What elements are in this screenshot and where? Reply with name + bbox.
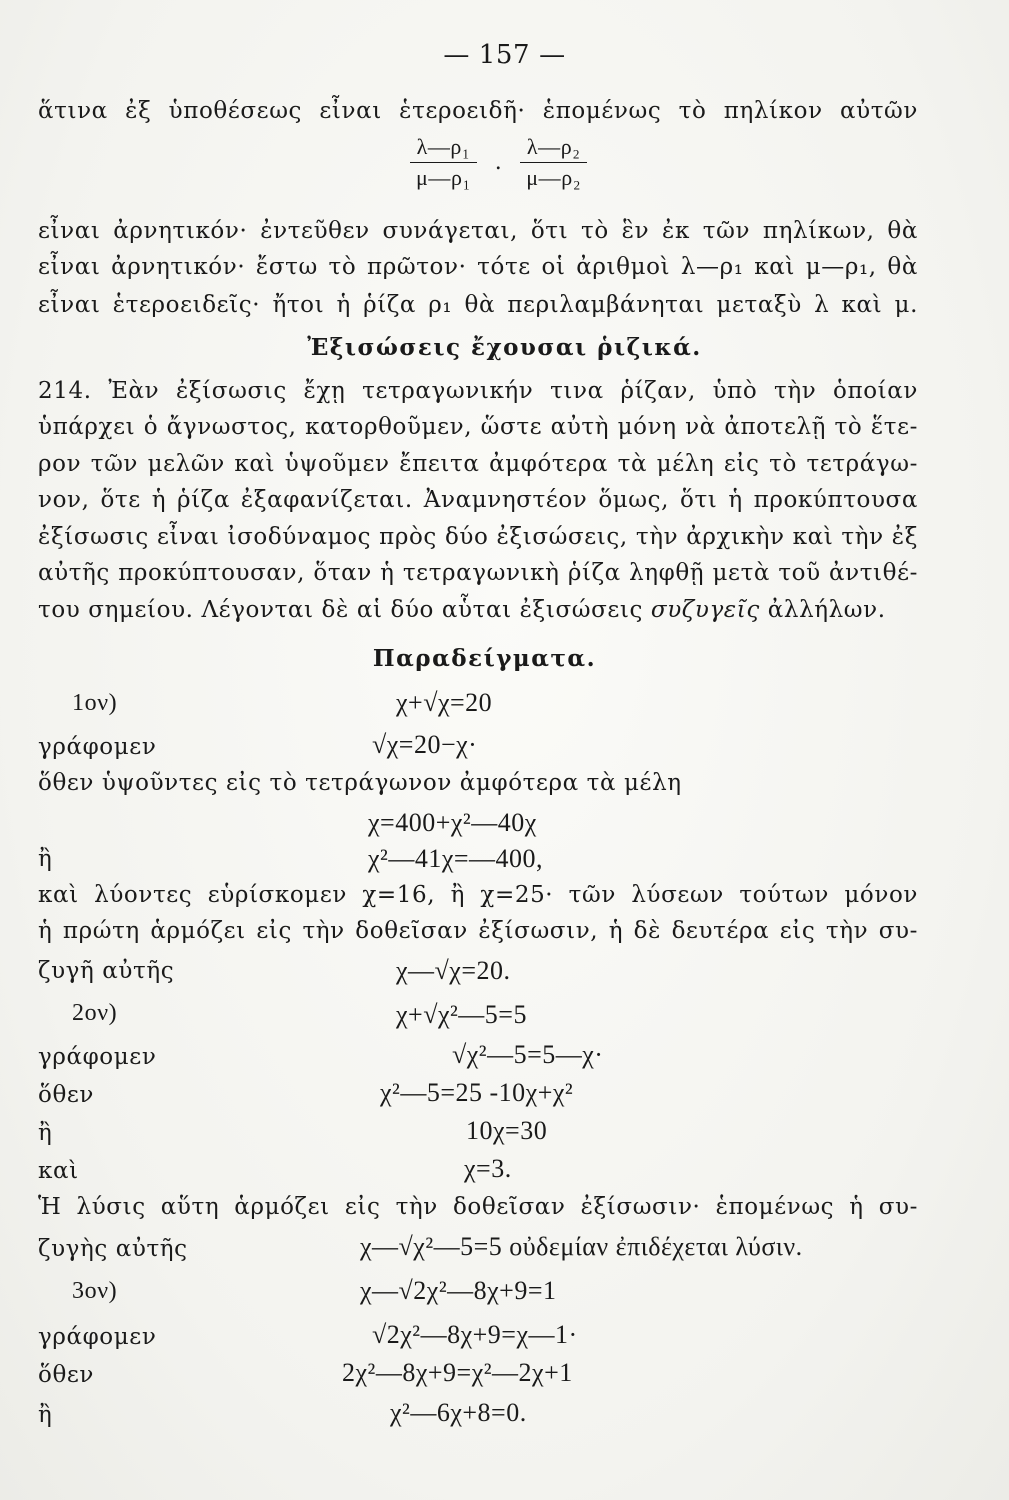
- text-line: 214. Ἐὰν ἐξίσωσις ἔχῃ τετραγωνικήν τινα ῥίζαν, ὑπὸ τὴν ὁποίαν: [38, 378, 918, 404]
- text-line: ἡ πρώτη ἁρμόζει εἰς τὴν δοθεῖσαν ἐξίσωσιν, ἡ δὲ δευτέρα εἰς τὴν συ-: [38, 918, 918, 944]
- text-word: καὶ: [38, 1158, 79, 1184]
- text-line: [38, 597, 886, 623]
- fraction-denominator: μ—ρ₂: [526, 165, 582, 190]
- text-word: ὅθεν: [38, 1082, 94, 1108]
- text-line: ζυγῆ αὐτῆς: [38, 958, 175, 984]
- equation: χ+√χ²—5=5: [396, 1000, 527, 1029]
- text-word: γράφομεν: [38, 1044, 157, 1070]
- fraction-numerator: λ—ρ₁: [410, 134, 477, 163]
- equation: χ²—5=25 -10χ+χ²: [380, 1078, 574, 1107]
- fraction-denominator: μ—ρ₁: [416, 165, 471, 190]
- text-line: ἅτινα ἐξ ὑποθέσεως εἶναι ἑτεροειδῆ· ἑπομένως τὸ πηλίκον αὐτῶν: [38, 98, 918, 124]
- text-line: Ἡ λύσις αὕτη ἁρμόζει εἰς τὴν δοθεῖσαν ἐξίσωσιν· ἑπομένως ἡ συ-: [38, 1194, 918, 1220]
- text-segment: του σημείου. Λέγονται δὲ αἱ δύο αὗται ἐξισώσεις: [38, 597, 651, 623]
- text-line: ὑπάρχει ὁ ἄγνωστος, κατορθοῦμεν, ὥστε αὐτὴ μόνη νὰ ἀποτελῇ τὸ ἕτε-: [38, 414, 918, 440]
- section-heading: Ἐξισώσεις ἔχουσαι ῥιζικά.: [307, 334, 702, 361]
- example-marker: 2ον): [72, 1000, 118, 1026]
- equation: 10χ=30: [466, 1116, 548, 1145]
- text-word: γράφομεν: [38, 734, 157, 760]
- equation: χ=400+χ²—40χ: [368, 808, 537, 837]
- text-word: ὅθεν: [38, 1362, 94, 1388]
- equation: χ+√χ=20: [396, 688, 493, 717]
- equation: χ²—41χ=—400,: [368, 844, 544, 873]
- equation: χ—√χ=20.: [396, 956, 511, 985]
- text-line: νον, ὅτε ἡ ῥίζα ἐξαφανίζεται. Ἀναμνηστέον ὅμως, ὅτι ἡ προκύπτουσα: [38, 487, 918, 513]
- text-line: ἐξίσωσις εἶναι ἰσοδύναμος πρὸς δύο ἐξισώσεις, τὴν ἀρχικὴν καὶ τὴν ἐξ: [38, 524, 918, 550]
- product-dot: .: [494, 150, 503, 175]
- text-line: καὶ λύοντες εὑρίσκομεν χ=16, ἢ χ=25· τῶν λύσεων τούτων μόνον: [38, 882, 918, 908]
- text-line: ὅθεν ὑψοῦντες εἰς τὸ τετράγωνον ἀμφότερα τὰ μέλη: [38, 770, 682, 796]
- text-line: ρον τῶν μελῶν καὶ ὑψοῦμεν ἔπειτα ἀμφότερα τὰ μέλη εἰς τὸ τετράγω-: [38, 451, 918, 477]
- text-word: γράφομεν: [38, 1324, 157, 1350]
- text-line: εἶναι ἀρνητικόν· ἐντεῦθεν συνάγεται, ὅτι τὸ ἓν ἐκ τῶν πηλίκων, θὰ: [38, 218, 918, 244]
- text-word: ἢ: [38, 846, 53, 872]
- equation: χ—√χ²—5=5 οὐδεμίαν ἐπιδέχεται λύσιν.: [360, 1232, 803, 1261]
- text-word: ἢ: [38, 1402, 53, 1428]
- page-number: — 157 —: [443, 40, 566, 70]
- text-word: ἢ: [38, 1120, 53, 1146]
- italic-term: συζυγεῖς: [650, 597, 760, 623]
- equation: √χ²—5=5—χ·: [452, 1040, 604, 1069]
- fraction: [410, 134, 477, 191]
- text-segment: ἀλλήλων.: [759, 597, 886, 623]
- equation: χ²—6χ+8=0.: [390, 1398, 527, 1427]
- equation: √χ=20−χ·: [372, 730, 478, 759]
- equation: χ=3.: [464, 1154, 512, 1183]
- text-line: αὐτῆς προκύπτουσαν, ὅταν ἡ τετραγωνικὴ ῥίζα ληφθῇ μετὰ τοῦ ἀντιθέ-: [38, 560, 918, 586]
- example-marker: 1ον): [72, 690, 118, 716]
- fraction-numerator: λ—ρ₂: [520, 134, 587, 163]
- text-line: ζυγὴς αὐτῆς: [38, 1236, 188, 1262]
- equation: 2χ²—8χ+9=χ²—2χ+1: [342, 1358, 573, 1387]
- text-line: εἶναι ἀρνητικόν· ἔστω τὸ πρῶτον· τότε οἱ ἀριθμοὶ λ—ρ₁ καὶ μ—ρ₁, θὰ: [38, 254, 918, 280]
- fraction: [520, 134, 587, 191]
- fraction-product: [404, 134, 593, 191]
- example-marker: 3ον): [72, 1278, 118, 1304]
- section-heading: Παραδείγματα.: [372, 645, 597, 672]
- equation: √2χ²—8χ+9=χ—1·: [372, 1320, 578, 1349]
- equation: χ—√2χ²—8χ+9=1: [360, 1276, 557, 1305]
- text-line: εἶναι ἑτεροειδεῖς· ἤτοι ἡ ῥίζα ρ₁ θὰ περιλαμβάνηται μεταξὺ λ καὶ μ.: [38, 292, 918, 318]
